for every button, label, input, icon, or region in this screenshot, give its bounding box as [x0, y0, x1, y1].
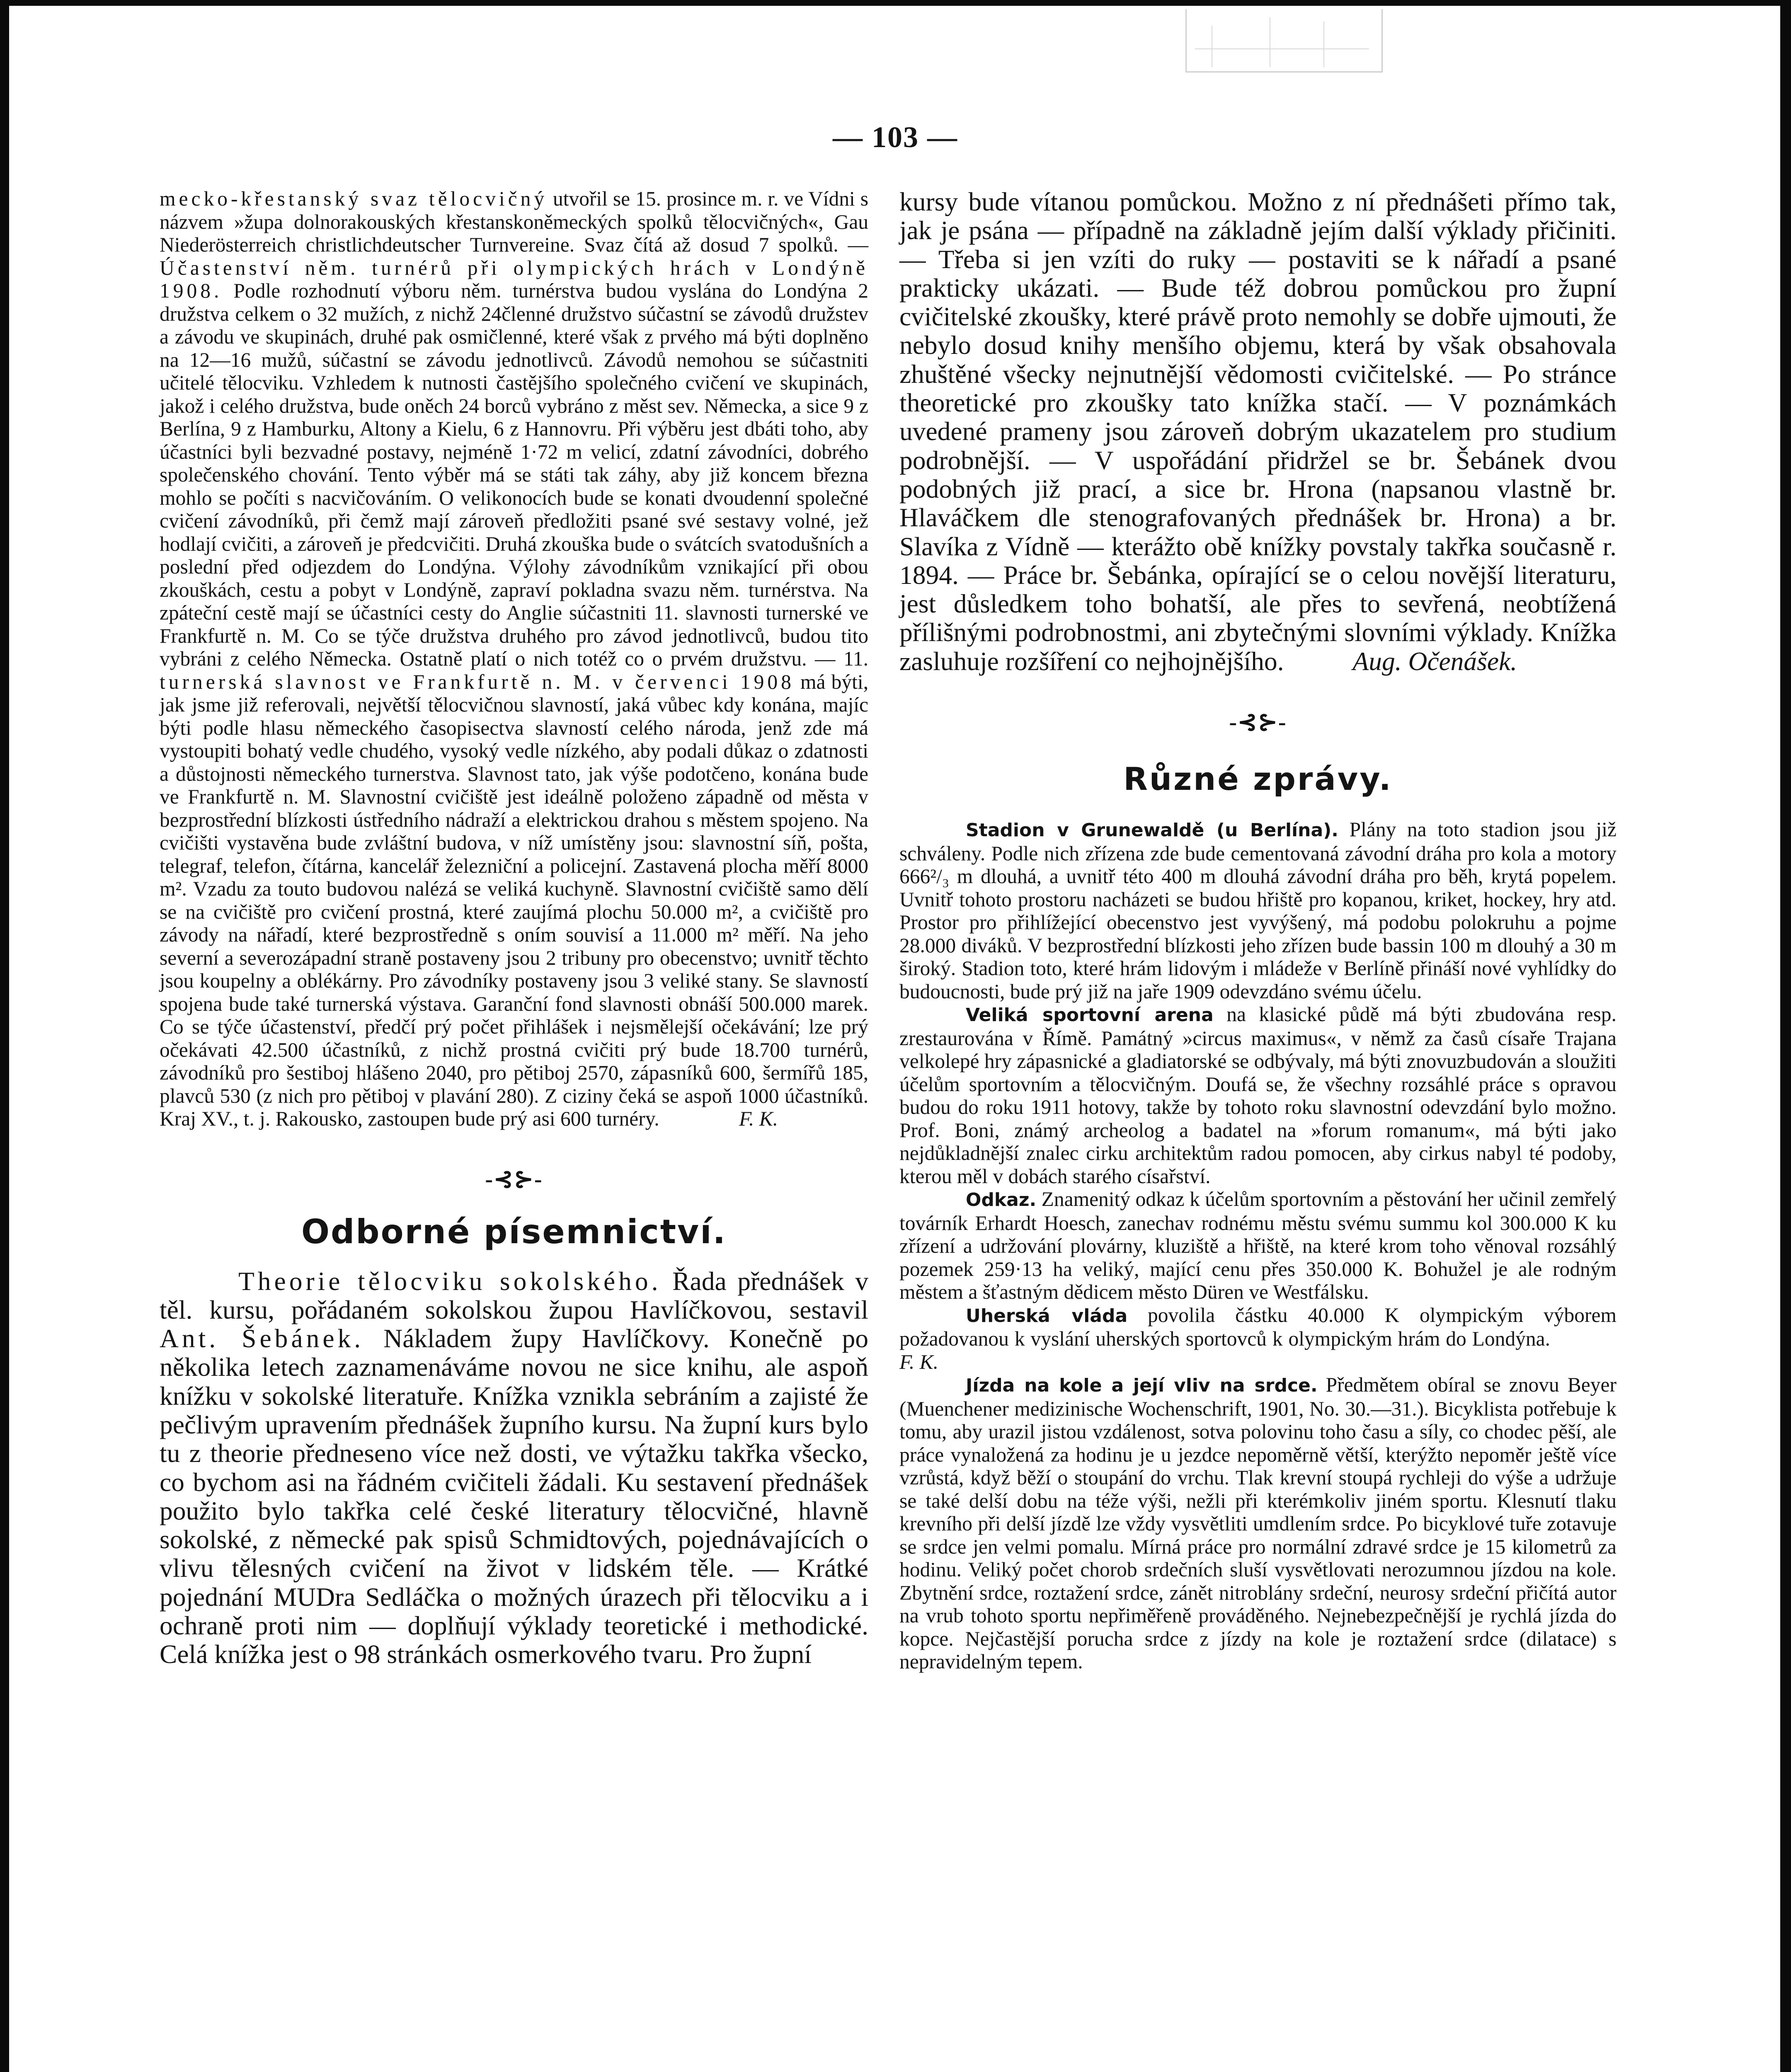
library-stamp: [1185, 9, 1383, 73]
left-column: [160, 187, 868, 1669]
news-list: [899, 818, 1617, 1673]
scan-border-top: [0, 0, 1791, 6]
review-signature: Aug. Očenášek.: [1352, 646, 1517, 676]
section-heading-literature: Odborné písemnictví.: [301, 1212, 727, 1251]
book-review-continuation: [899, 187, 1617, 675]
news-item-lead: Stadion v Grunewaldě (u Berlína).: [966, 820, 1338, 841]
intro-signature: F. K.: [739, 1107, 778, 1130]
intro-paragraph: [160, 187, 868, 1130]
news-item-text: na klasické půdě má býti zbudována resp. zrestaurována v Římě. Památný »circus maximus«, v němž za časů císaře Trajana velkolepé hry zápasnické a gladiatorské se odbývaly, má býti znovuzbudován a sloužiti účelům sportovním a tělocvičným. Doufá se, že všechny rozsáhlé práce s opravou budou do roku 1911 hotovy, takže by tohoto roku slavnostní odevzdání bylo možno. Prof. Boni, známý archeolog a badatel na »forum romanum«, má býti jako nejdůkladnější znalec cirku architektům radou pomocen, aby cirkus nabyl té podoby, kterou měl v dobách starého císařství.: [899, 1003, 1617, 1188]
intro-paragraph-text: mecko-křestanský svaz tělocvičný utvořil se 15. prosince m. r. ve Vídni s názvem »župa dolnorakouských křestanskoněmeckých spolků tělocvičných«, Gau Niederösterreich christlichdeutscher Turnvereine. Svaz čítá až dosud 7 spolků. — Účastenství něm. turnérů při olympických hrách v Londýně 1908. Podle rozhodnutí výboru něm. turnérstva budou vyslána do Londýna 2 družstva celkem o 32 mužích, z nichž 24členné družstvo súčastní se závodů družstev a závodu ve skupinách, druhé pak osmičlenné, které však z prvého má býti doplněno na 12—16 mužů, súčastní se závodu jednotlivců. Závodů nemohou se súčastniti učitelé tělocviku. Vzhledem k nutnosti častějšího společného cvičení ve skupinách, jakož i celého družstva, bude oněch 24 borců vybráno z měst sev. Německa, a sice 9 z Berlína, 9 z Hamburku, Altony a Kielu, 6 z Hannovru. Při výběru jest dbáti toho, aby účastníci byli bezvadné postavy, nejméně 1·72 m velicí, zdatní závodníci, dobrého společenského chování. Tento výběr má se státi tak záhy, aby již koncem března mohlo se počíti s nacvičováním. O velikonocích bude se konati dvoudenní společné cvičení závodníků, při čemž mají zároveň předložiti psané své sestavy volné, jež hodlají cvičiti, a zároveň je předcvičiti. Druhá zkouška bude o svátcích svatodušních a poslední před odjezdem do Londýna. Výlohy závodníkům vznikající při obou zkouškách, cestu a pobyt v Londýně, zapraví pokladna svazu něm. turnérstva. Na zpáteční cestě mají se účastníci cesty do Anglie súčastniti 11. slavnosti turnerské ve Frankfurtě n. M. Co se týče družstva druhého pro závod jednotlivců, budou tito vybráni z celého Německa. Ostatně platí o nich totéž co o prvém družstvu. — 11. turnerská slavnost ve Frankfurtě n. M. v červenci 1908 má býti, jak jsme již referovali, největší tělocvičnou slavností, jaká vůbec kdy konána, majíc býti podle hlasu německého časopisectva slavností celého národa, jenž zde má vystoupiti bohatý vedle chudého, vysoký vedle nízkého, aby podali důkaz o zdatnosti a důstojnosti německého turnerstva. Slavnost tato, jak výše podotčeno, konána bude ve Frankfurtě n. M. Slavnostní cvičiště jest ideálně položeno západně od města v bezprostřední blízkosti ústředního nádraží a elektrickou drahou s městem spojeno. Na cvičišti vystavěna bude zvláštní budova, v níž umístěny jsou: slavnostní síň, pošta, telegraf, telefon, čítárna, kancelář železniční a policejní. Zastavená plocha měří 8000 m². Vzadu za touto budovou nalézá se veliká kuchyně. Slavnostní cvičiště samo dělí se na cvičiště pro cvičení prostná, které zaujímá plochu 50.000 m², a cvičiště pro závody na nářadí, které bezprostředně s oním souvisí a 11.000 m² měří. Na jeho severní a severozápadní straně postaveny jsou 2 tribuny pro obecenstvo; uvnitř těchto jsou koupelny a oblékárny. Pro závodníky postaveny jsou 3 veliké stany. Se slavností spojena bude také turnerská výstava. Garanční fond slavnosti obnáší 500.000 marek. Co se týče účastenství, předčí prý počet přihlášek i nejsmělejší očekávání; lze prý očekávati 42.500 účastníků, z nichž prostná cvičiti prý bude 18.700 turnérů, závodníků pro šestiboj hlášeno 2040, pro pětiboj 2570, zápasníků 600, šermířů 185, plavců 530 (z nich pro pětiboj v plavání 280). Z ciziny čeká se aspoň 1000 účastníků. Kraj XV., t. j. Rakousko, zastoupen bude prý asi 600 turnéry.: [160, 187, 868, 1130]
section-ornament: -⊰⊱-: [1229, 709, 1287, 736]
news-item: [899, 818, 1617, 1003]
news-item-text: Předmětem obíral se znovu Beyer (Muenchener medizinische Wochenschrift, 1901, No. 30.—31.). Bicyklista potřebuje k tomu, aby urazil jistou vzdálenost, sotva polovinu toho času a síly, co chodec pěší, ale práce vynaložená za hodinu je u jezdce nepoměrně větší, kterýžto nepoměr ještě více vzrůstá, když běží o stoupání do vrchu. Tlak krevní stoupá rychleji do výše a udržuje se také delší dobu na téže výši, nežli při kterémkoliv jiném sportu. Klesnutí tlaku krevního při delší jízdě lze vždy vysvětliti umdlením srdce. Po bicyklové tuře zotavuje se srdce jen velmi pomalu. Mírná práce pro normální zdravé srdce je 15 kilometrů za hodinu. Veliký počet chorob srdečních sluší vysvětlovati nerozumnou jízdou na kole. Zbytnění srdce, roztažení srdce, zánět nitroblány srdeční, neurosy srdeční přičítá autor na vrub tohoto sportu nepřiměřeně prováděného. Nejnebezpečnější je rychlá jízda do kopce. Nejčastější porucha srdce z jízdy na kole je roztažení srdce (dilatace) s nepravidelným tepem.: [899, 1373, 1617, 1673]
scan-border-right: [1780, 0, 1791, 2072]
news-item-text: povolila částku 40.000 K olympickým výborem požadovanou k vyslání uherských sportovců k olympickým hrám do Londýna.: [899, 1303, 1617, 1351]
news-item: [899, 1003, 1617, 1188]
book-review-start: Theorie tělocviku sokolského. Řada přednášek v těl. kursu, pořádaném sokolskou župou Havlíčkovou, sestavil Ant. Šebánek. Nákladem župy Havlíčkovy. Konečně po několika letech zaznamenáváme novou ne sice knihu, ale aspoň knížku v sokolské literatuře. Knížka vznikla sebráním a zajisté že pečlivým upravením přednášek župního kursu. Na župní kurs bylo tu z theorie předneseno více než dosti, ve výtažku takřka všecko, co bychom asi na řádném cvičiteli žádali. Ku sestavení přednášek použito bylo takřka celé české literatury tělocvičné, hlavně sokolské, z německé pak spisů Schmidtových, pojednávajících o vlivu tělesných cvičení na život v lidském těle. — Krátké pojednání MUDra Sedláčka o možných úrazech při tělocviku a i ochraně proti nim — doplňují výklady teoretické i methodické. Celá knížka jest o 98 stránkách osmerkového tvaru. Pro župní: [160, 1266, 868, 1669]
section-heading-news: Různé zprávy.: [1123, 760, 1393, 798]
news-item-lead: Uherská vláda: [966, 1305, 1128, 1326]
page-number: — 103 —: [833, 121, 958, 154]
news-item-signature: F. K.: [899, 1350, 938, 1373]
news-item-text: Znamenitý odkaz k účelům sportovním a pěstování her učinil zemřelý továrník Erhardt Hoesch, zanechav rodnému městu svému summu kol 300.000 K ku zřízení a udržování plovárny, kluziště a hřiště, na které krom toho věnoval rozsáhlý pozemek 259·13 ha veliký, mající cenu přes 350.000 K. Bohužel je ale rodným městem a šťastným dědicem město Düren ve Westfálsku.: [899, 1188, 1617, 1304]
section-ornament: -⊰⊱-: [485, 1166, 543, 1192]
news-item: [899, 1304, 1617, 1374]
scan-border-left: [0, 0, 9, 2072]
news-item-lead: Jízda na kole a její vliv na srdce.: [966, 1375, 1318, 1397]
book-review-continuation-text: kursy bude vítanou pomůckou. Možno z ní přednášeti přímo tak, jak je psána — případně na základně jejím další výklady přičiniti. — Třeba si jen vzíti do ruky — postaviti se k nářadí a psané prakticky ukázati. — Bude též dobrou pomůckou pro župní cvičitelské zkoušky, které právě proto nemohly se dobře ujmouti, že nebylo dosud knihy menšího objemu, která by však obsahovala zhuštěné všecky nejnutnější vědomosti cvičitelské. — Po stránce theoretické pro zkoušky tato knížka stačí. — V poznámkách uvedené prameny jsou zároveň dobrým ukazatelem pro studium podrobnější. — V uspořádání přidržel se br. Šebánek dvou podobných již prací, a sice br. Hrona (napsanou vlastně br. Hlaváčkem dle stenografovaných přednášek br. Hrona) a br. Slavíka z Vídně — kterážto obě knížky povstaly takřka současně r. 1894. — Práce br. Šebánka, opírající se o celou novější literaturu, jest důsledkem toho bohatší, ale přes to sevřená, neobtížená přílišnými podrobnostmi, ani zbytečnými slovními výklady. Knížka zasluhuje rozšíření co nejhojnějšího.: [899, 187, 1617, 676]
news-item-text: Plány na toto stadion jsou již schváleny. Podle nich zřízena zde bude cementovaná závodní dráha pro kola a motory 666²/₃ m dlouhá, a uvnitř této 400 m dlouhá závodní dráha pro běh, krytá popelem. Uvnitř tohoto prostoru nacházeti se budou hřiště pro kopanou, kriket, hockey, hry atd. Prostor pro přihlížející obecenstvo jest vyvýšený, má podobu polokruhu a pojme 28.000 diváků. V bezprostřední blízkosti jeho zřízen bude bassin 100 m dlouhý a 30 m široký. Stadion toto, které hrám lidovým i mládeže v Berlíně přináší nové vyhlídky do budoucnosti, bude prý již na jaře 1909 odevzdáno svému účelu.: [899, 818, 1617, 1003]
news-item: [899, 1188, 1617, 1304]
right-column: [899, 187, 1617, 1673]
news-item-lead: Odkaz.: [966, 1189, 1037, 1211]
news-item-lead: Veliká sportovní arena: [966, 1005, 1214, 1026]
news-item: [899, 1373, 1617, 1673]
